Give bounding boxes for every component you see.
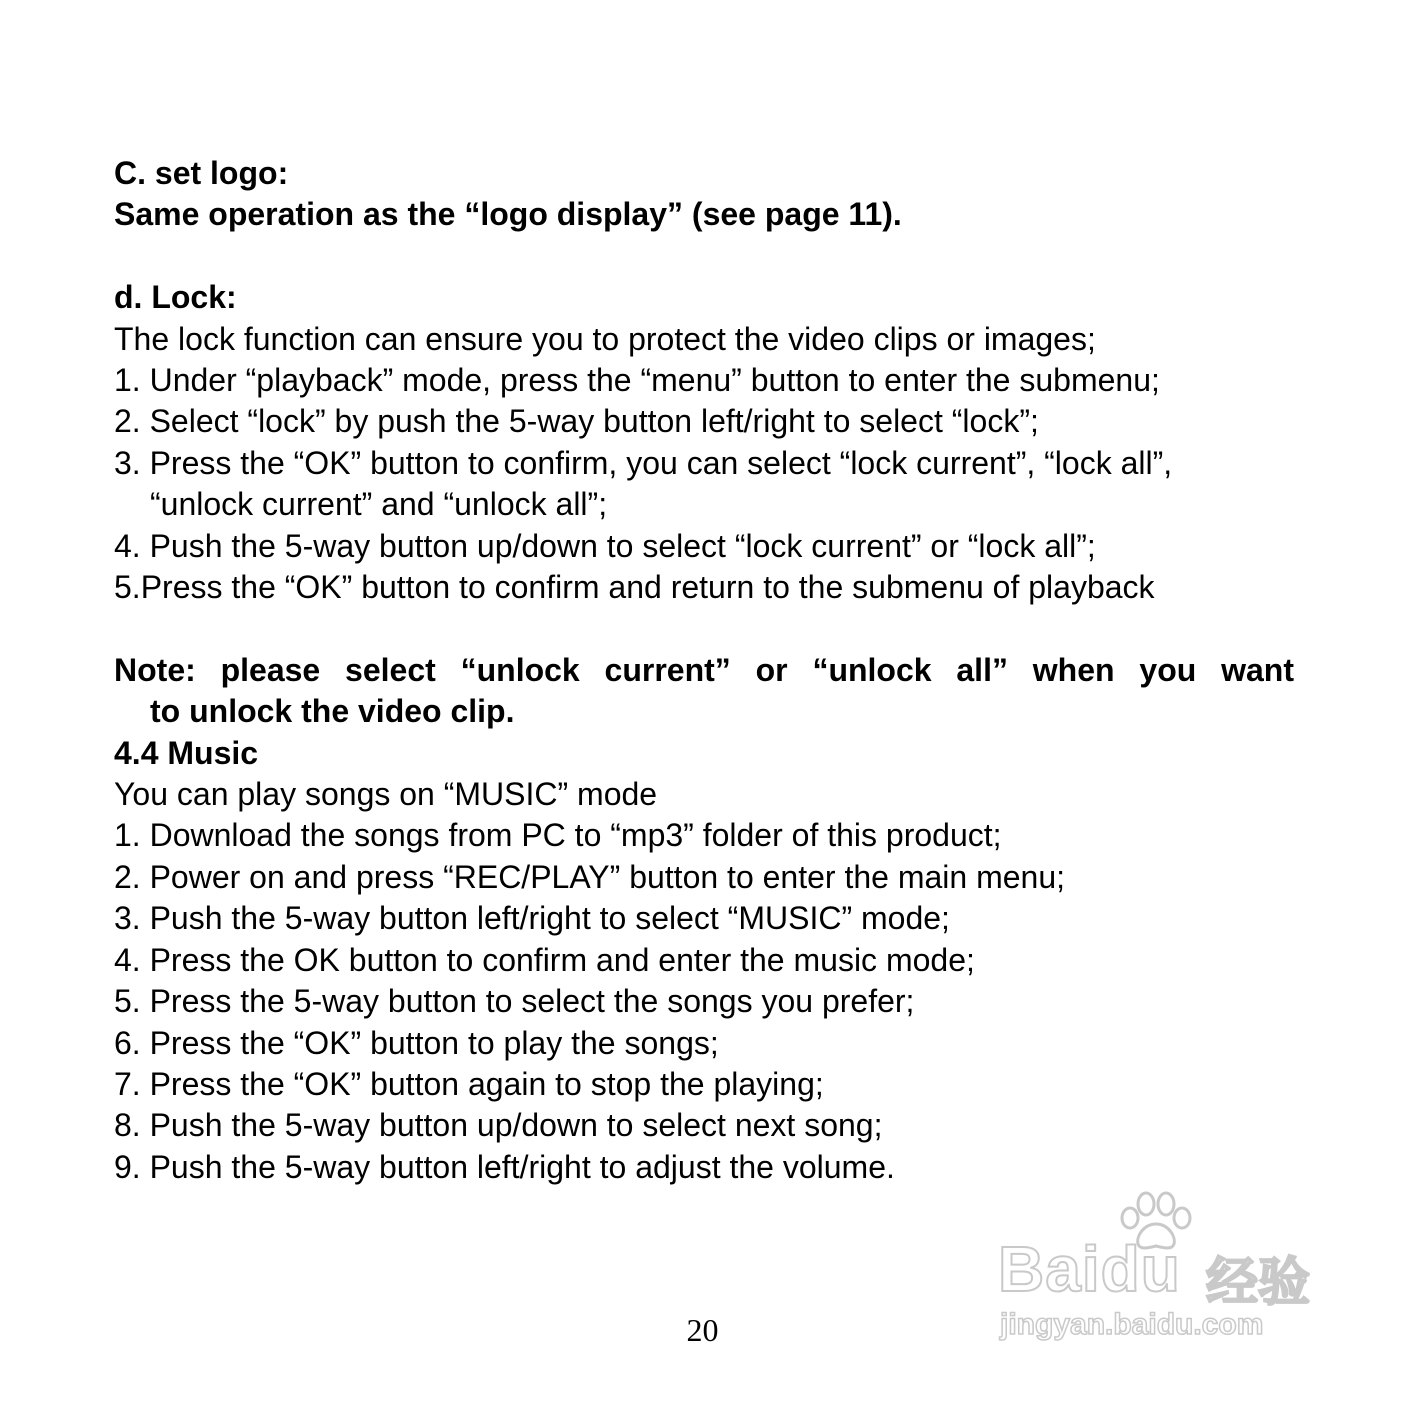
page-number: 20 bbox=[686, 1312, 719, 1348]
music-step-5: 5. Press the 5-way button to select the songs you prefer; bbox=[114, 983, 915, 1020]
music-step-2: 2. Power on and press “REC/PLAY” button to enter the main menu; bbox=[114, 858, 1066, 895]
section-c-heading: C. set logo: bbox=[114, 155, 289, 191]
watermark-url: jingyan.baidu.com bbox=[1000, 1308, 1264, 1341]
music-step-9: 9. Push the 5-way button left/right to adjust the volume. bbox=[114, 1148, 895, 1185]
music-step-7: 7. Press the “OK” button again to stop the playing; bbox=[114, 1065, 824, 1102]
lock-step-2: 2. Select “lock” by push the 5-way button left/right to select “lock”; bbox=[114, 403, 1039, 440]
music-intro: You can play songs on “MUSIC” mode bbox=[114, 776, 658, 813]
section-d-heading: d. Lock: bbox=[114, 279, 237, 316]
spacer bbox=[114, 608, 1294, 649]
baidu-watermark bbox=[996, 1190, 1326, 1350]
watermark-brand-cn: 经验 bbox=[1206, 1253, 1311, 1313]
music-step-8: 8. Push the 5-way button up/down to select next song; bbox=[114, 1107, 883, 1144]
note-line-1: Note: please select “unlock current” or “unlock all” when you want bbox=[114, 651, 1294, 688]
music-heading: 4.4 Music bbox=[114, 734, 259, 771]
section-c-text: Same operation as the “logo display” (see page 11). bbox=[114, 196, 902, 233]
music-step-3: 3. Push the 5-way button left/right to select “MUSIC” mode; bbox=[114, 900, 950, 937]
watermark-brand: Baidu bbox=[998, 1233, 1181, 1305]
lock-step-3-continued: “unlock current” and “unlock all”; bbox=[150, 486, 608, 523]
lock-step-1: 1. Under “playback” mode, press the “menu” button to enter the submenu; bbox=[114, 362, 1160, 399]
music-step-1: 1. Download the songs from PC to “mp3” folder of this product; bbox=[114, 817, 1002, 854]
music-step-4: 4. Press the OK button to confirm and enter the music mode; bbox=[114, 941, 975, 978]
spacer bbox=[114, 236, 1294, 277]
document-body bbox=[114, 153, 1294, 1188]
section-d-intro: The lock function can ensure you to protect the video clips or images; bbox=[114, 320, 1096, 357]
note-line-2: to unlock the video clip. bbox=[150, 693, 515, 730]
lock-step-5: 5.Press the “OK” button to confirm and return to the submenu of playback bbox=[114, 569, 1155, 606]
music-step-6: 6. Press the “OK” button to play the songs; bbox=[114, 1024, 719, 1061]
lock-step-3: 3. Press the “OK” button to confirm, you can select “lock current”, “lock all”, bbox=[114, 444, 1173, 481]
lock-step-4: 4. Push the 5-way button up/down to select “lock current” or “lock all”; bbox=[114, 527, 1096, 564]
